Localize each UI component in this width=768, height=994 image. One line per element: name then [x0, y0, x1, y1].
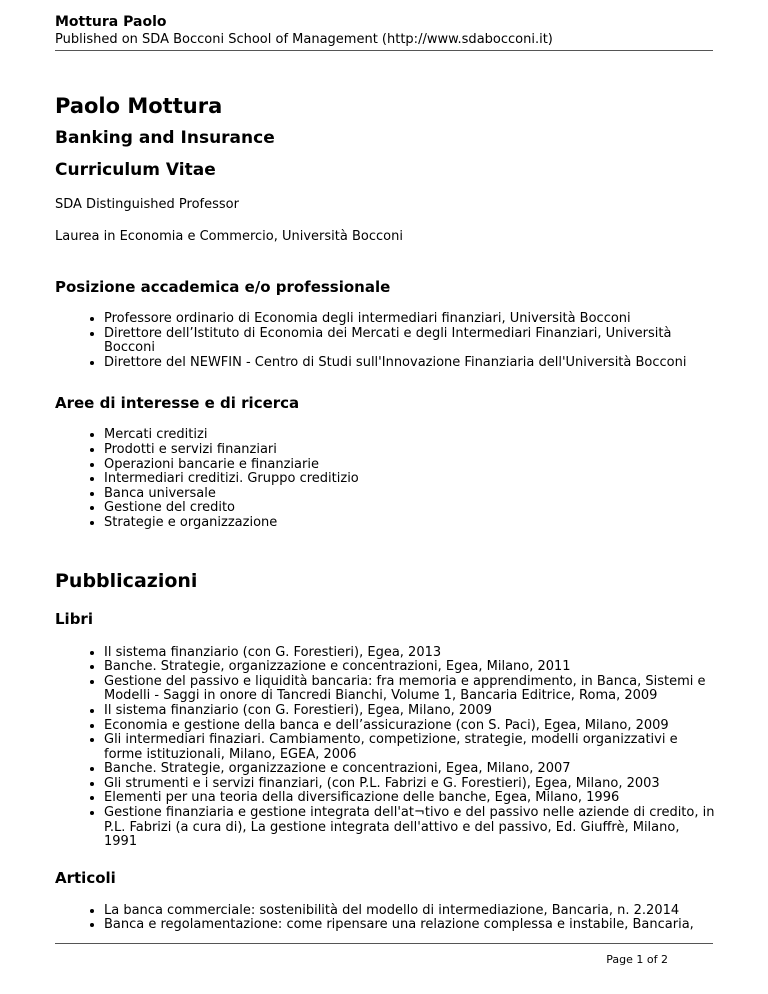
content-clip	[0, 93, 768, 943]
department-heading: Banking and Insurance	[55, 128, 275, 148]
books-heading: Libri	[55, 609, 93, 628]
main-content	[55, 93, 715, 933]
page-number: Page 1 of 2	[606, 953, 668, 966]
book-item: • Gestione finanziaria e gestione integrata dell'at¬tivo e del passivo nelle aziende di credito, in P.L. Fabrizi (a cura di), La gestione integrata dell'attivo e del passivo, Ed. Giuffrè, Milano, 1991	[104, 806, 715, 850]
position-item: • Direttore dell’Istituto di Economia dei Mercati e degli Intermediari Finanziari, Università Bocconi	[104, 327, 715, 356]
footer-divider	[55, 943, 713, 944]
cv-heading: Curriculum Vitae	[55, 160, 216, 180]
interests-list	[55, 428, 715, 530]
book-item: • Gli strumenti e i servizi finanziari, (con P.L. Fabrizi e G. Forestieri), Egea, Milano, 2003	[104, 777, 715, 792]
position-item: • Professore ordinario di Economia degli intermediari finanziari, Università Bocconi	[104, 312, 715, 327]
professor-name: Paolo Mottura	[55, 94, 223, 118]
header-title: Mottura Paolo	[55, 14, 167, 30]
position-item: • Direttore del NEWFIN - Centro di Studi sull'Innovazione Finanziaria dell'Università Bocconi	[104, 356, 715, 371]
interest-item: • Mercati creditizi	[104, 428, 715, 443]
positions-list	[55, 312, 715, 370]
book-item: • Banche. Strategie, organizzazione e concentrazioni, Egea, Milano, 2011	[104, 660, 715, 675]
book-item: • Gestione del passivo e liquidità bancaria: fra memoria e apprendimento, in Banca, Sistemi e Modelli - Saggi in onore di Tancredi Bianchi, Volume 1, Bancaria Editrice, Roma, 2009	[104, 675, 715, 704]
interest-item: • Banca universale	[104, 487, 715, 502]
articles-heading: Articoli	[55, 868, 116, 887]
articles-list	[55, 904, 715, 933]
article-item: • La banca commerciale: sostenibilità del modello di intermediazione, Bancaria, n. 2.2014	[104, 904, 715, 919]
book-item: • Elementi per una teoria della diversificazione delle banche, Egea, Milano, 1996	[104, 791, 715, 806]
page-header	[55, 13, 713, 48]
interests-heading: Aree di interesse e di ricerca	[55, 394, 300, 413]
book-item: • Il sistema finanziario (con G. Forestieri), Egea, Milano, 2009	[104, 704, 715, 719]
books-list	[55, 646, 715, 850]
article-item: • Banca e regolamentazione: come ripensare una relazione complessa e instabile, Bancaria,	[104, 918, 715, 933]
header-divider	[55, 50, 713, 51]
book-item: • Gli intermediari finaziari. Cambiamento, competizione, strategie, modelli organizzativi e forme istituzionali, Milano, EGEA, 2006	[104, 733, 715, 762]
interest-item: • Gestione del credito	[104, 501, 715, 516]
interest-item: • Strategie e organizzazione	[104, 516, 715, 531]
book-item: • Il sistema finanziario (con G. Forestieri), Egea, 2013	[104, 646, 715, 661]
degree-text: Laurea in Economia e Commercio, Università Bocconi	[55, 229, 403, 244]
publications-heading: Pubblicazioni	[55, 569, 198, 592]
book-item: • Economia e gestione della banca e dell’assicurazione (con S. Paci), Egea, Milano, 2009	[104, 719, 715, 734]
interest-item: • Prodotti e servizi finanziari	[104, 443, 715, 458]
header-source-line: Published on SDA Bocconi School of Management (http://www.sdabocconi.it)	[55, 32, 553, 47]
interest-item: • Intermediari creditizi. Gruppo creditizio	[104, 472, 715, 487]
interest-item: • Operazioni bancarie e finanziarie	[104, 458, 715, 473]
positions-heading: Posizione accademica e/o professionale	[55, 278, 391, 296]
role-text: SDA Distinguished Professor	[55, 197, 239, 212]
book-item: • Banche. Strategie, organizzazione e concentrazioni, Egea, Milano, 2007	[104, 762, 715, 777]
